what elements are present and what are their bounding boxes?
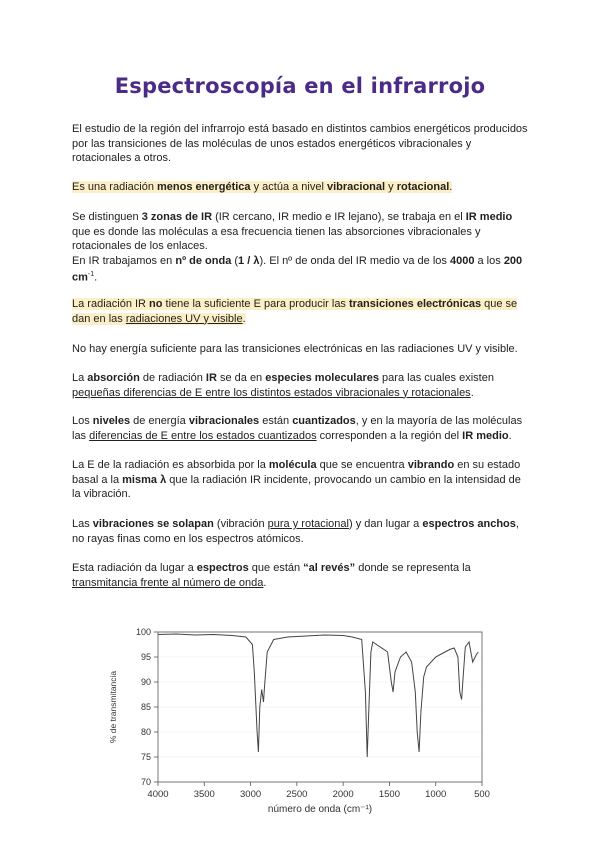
paragraph-vibrations: Las vibraciones se solapan (vibración pura y rotacional) y dan lugar a espectros anchos, no rayas finas como en los espectros atómicos. bbox=[72, 518, 519, 545]
x-tick-label: 2000 bbox=[332, 789, 354, 800]
x-tick-label: 3500 bbox=[193, 789, 215, 800]
ir-spectrum-chart bbox=[90, 614, 510, 822]
y-tick-label: 85 bbox=[140, 702, 151, 712]
paragraph-no-energy: No hay energía suficiente para las transiciones electrónicas en las radiaciones UV y visible. bbox=[72, 343, 518, 355]
y-tick-label: 95 bbox=[140, 652, 151, 662]
page-title: Espectroscopía en el infrarrojo bbox=[114, 74, 486, 98]
y-tick-label: 80 bbox=[140, 727, 151, 737]
y-tick-label: 75 bbox=[140, 752, 151, 762]
y-axis-ticks bbox=[136, 627, 158, 787]
y-tick-label: 100 bbox=[135, 627, 151, 637]
paragraph-molecule: La E de la radiación es absorbida por la molécula que se encuentra vibrando en su estado basal a la misma λ que la radiación IR incidente, provocando un cambio en la intensidad de la vibración. bbox=[72, 459, 521, 501]
paragraph-no-transitions bbox=[72, 297, 532, 326]
paragraph-energy bbox=[72, 180, 532, 195]
x-tick-label: 1000 bbox=[425, 789, 447, 800]
paragraph-spectra: Esta radiación da lugar a espectros que están “al revés” donde se representa la transmitancia frente al número de onda. bbox=[72, 562, 471, 589]
paragraph-intro: El estudio de la región del infrarrojo está basado en distintos cambios energéticos producidos por las transiciones de las moléculas de unos estados energéticos vibracionales y rotacionales a otros. bbox=[72, 123, 528, 165]
chart-gridlines bbox=[158, 632, 482, 782]
transmittance-line bbox=[158, 634, 478, 757]
paragraph-levels: Los niveles de energía vibracionales están cuantizados, y en la mayoría de las moléculas las diferencias de E entre los estados cuantizados corresponden a la región del IR medio. bbox=[72, 415, 523, 442]
x-tick-label: 1500 bbox=[378, 789, 400, 800]
x-tick-label: 4000 bbox=[147, 789, 169, 800]
highlight-transitions: La radiación IR no tiene la suficiente E para producir las transiciones electrónicas que se dan en las radiaciones UV y visible. bbox=[72, 298, 518, 325]
paragraph-zones: Se distinguen 3 zonas de IR (IR cercano, IR medio e IR lejano), se trabaja en el IR medio que es donde las moléculas a esa frecuencia tienen las absorciones vibracionales y rotacionales de los enlaces. En IR trabajamos en nº de onda (1 / λ). El nº de onda del IR medio va de los 4000 a los 200 $cm^{-1}$. bbox=[72, 211, 523, 285]
x-tick-label: 2500 bbox=[286, 789, 308, 800]
x-tick-label: 3000 bbox=[240, 789, 262, 800]
y-axis-label: % de transmitancia bbox=[108, 670, 118, 744]
paragraph-absorption: La absorción de radiación IR se da en especies moleculares para las cuales existen pequeñas diferencias de E entre los distintos estados vibracionales y rotacionales. bbox=[72, 372, 494, 399]
highlight-energy: Es una radiación menos energética y actúa a nivel vibracional y rotacional. bbox=[72, 181, 453, 193]
x-axis-ticks bbox=[147, 782, 490, 800]
x-axis-label: número de onda (cm⁻¹) bbox=[267, 804, 373, 815]
y-tick-label: 90 bbox=[140, 677, 151, 687]
y-tick-label: 70 bbox=[140, 777, 151, 787]
x-tick-label: 500 bbox=[474, 789, 490, 800]
